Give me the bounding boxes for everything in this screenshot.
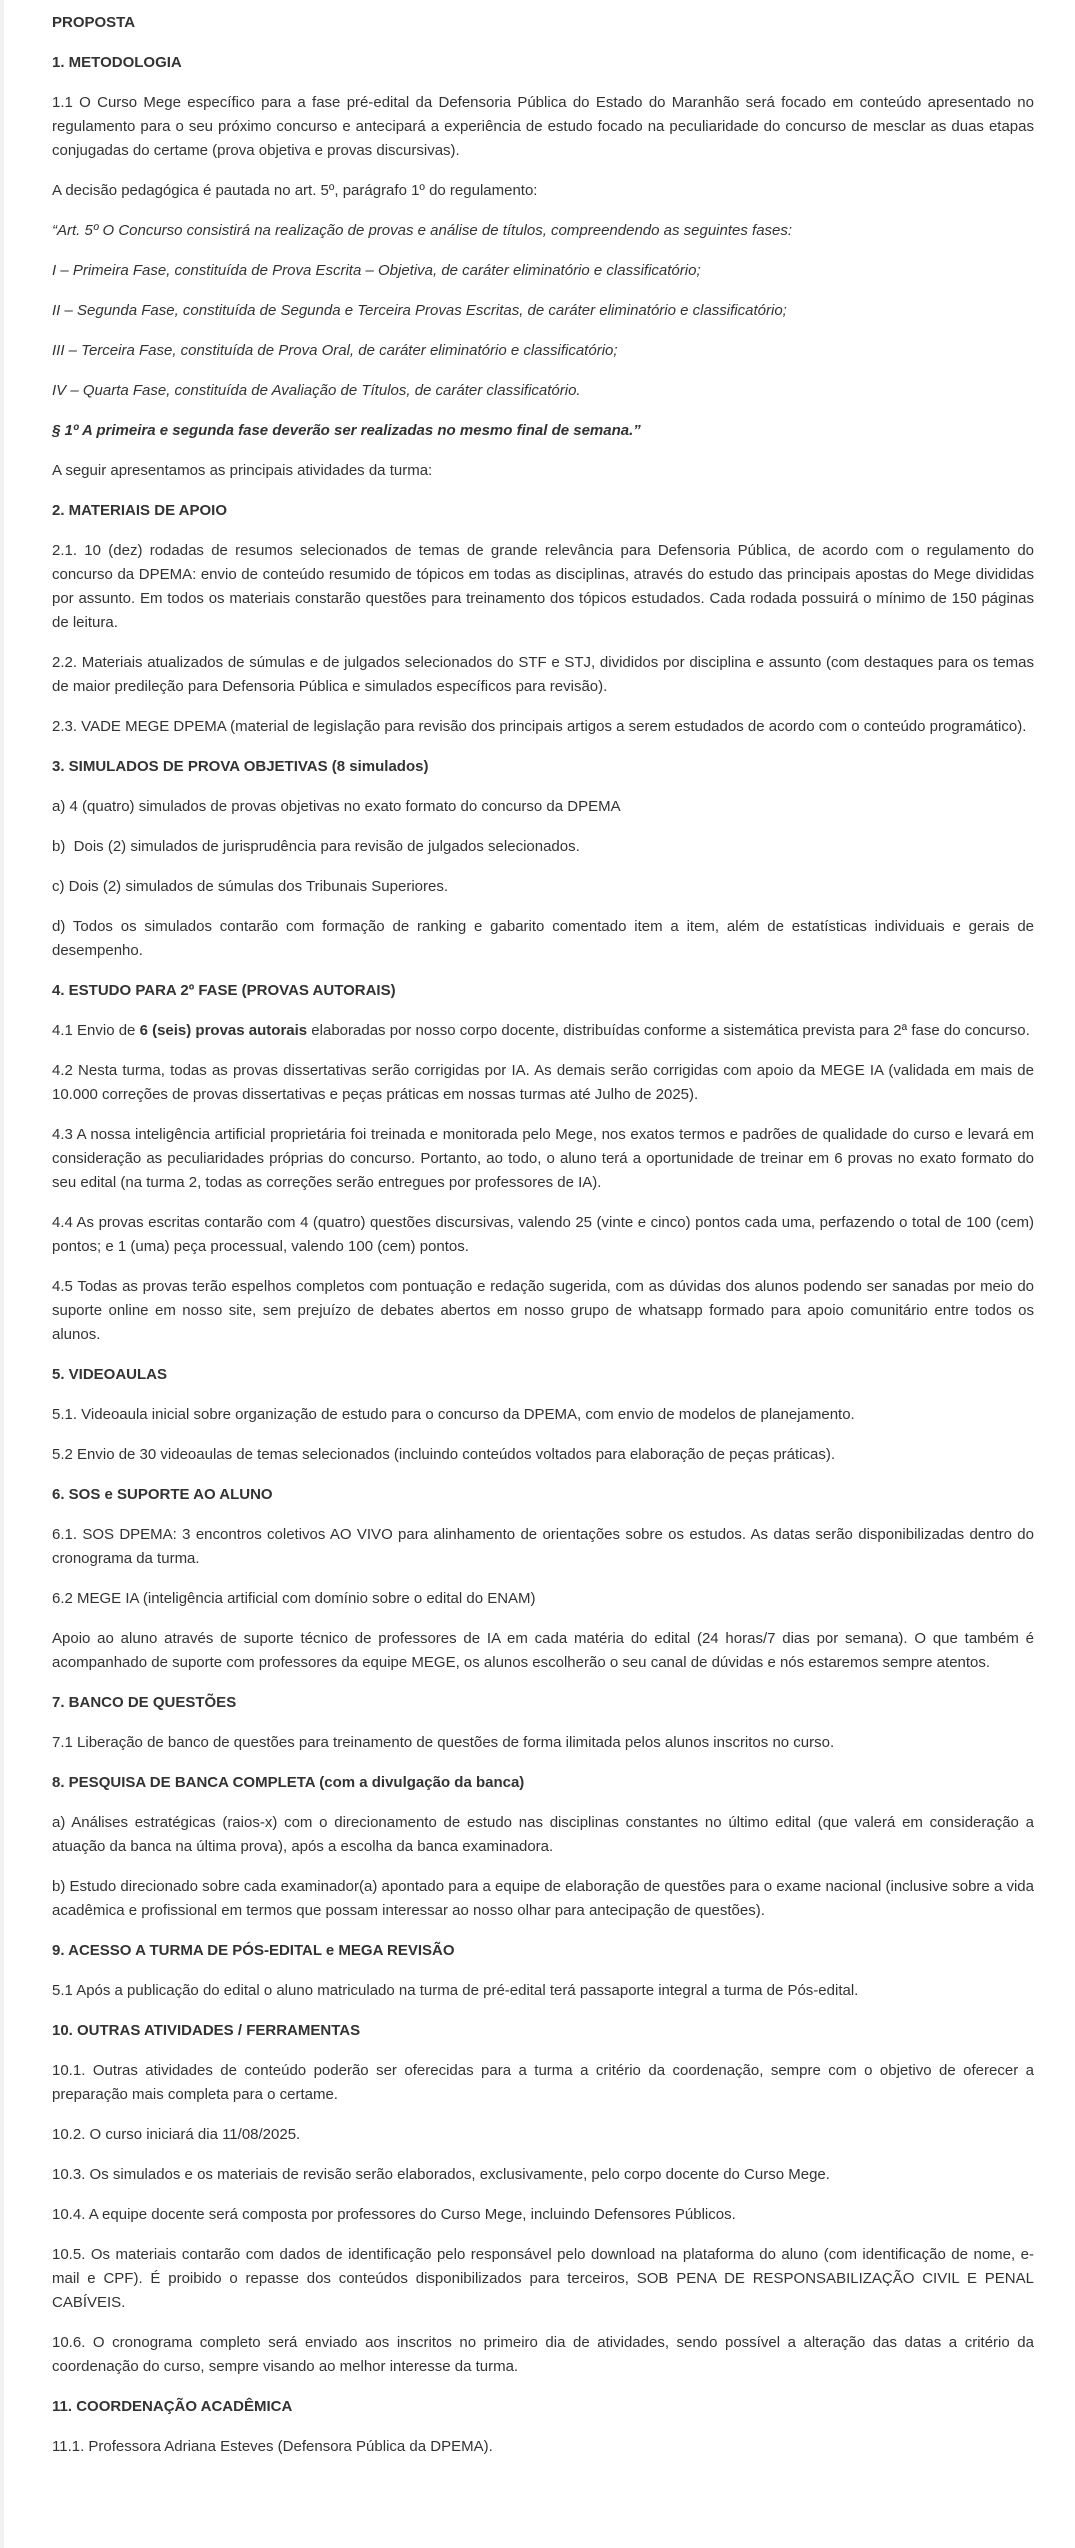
section-heading-banco-questoes: 7. BANCO DE QUESTÕES bbox=[52, 1694, 237, 1711]
item-3-b: b) Dois (2) simulados de jurisprudência para revisão de julgados selecionados. bbox=[52, 838, 580, 855]
paragraph-apoio: Apoio ao aluno através de suporte técnico de professores de IA em cada matéria do edital (24 horas/7 dias por semana). O que também é acompanhado de suporte com professores da equipe MEGE, os alunos escolherão o seu canal de dúvidas e nós estaremos sempre atentos. bbox=[52, 1630, 1034, 1671]
item-3-a: a) 4 (quatro) simulados de provas objetivas no exato formato do concurso da DPEMA bbox=[52, 798, 621, 815]
paragraph-5-2: 5.2 Envio de 30 videoaulas de temas selecionados (incluindo conteúdos voltados para elaboração de peças práticas). bbox=[52, 1446, 836, 1463]
quote-fase-iii: III – Terceira Fase, constituída de Prova Oral, de caráter eliminatório e classificatório; bbox=[52, 342, 618, 359]
quote-fase-ii: II – Segunda Fase, constituída de Segunda e Terceira Provas Escritas, de caráter eliminatório e classificatório; bbox=[52, 302, 787, 319]
item-3-c: c) Dois (2) simulados de súmulas dos Tribunais Superiores. bbox=[52, 878, 448, 895]
quote-fase-i: I – Primeira Fase, constituída de Prova Escrita – Objetiva, de caráter eliminatório e classificatório; bbox=[52, 262, 701, 279]
item-8-a: a) Análises estratégicas (raios-x) com o direcionamento de estudo nas disciplinas constantes no último edital (que valerá em consideração a atuação da banca na última prova), após a escolha da banca examinadora. bbox=[52, 1814, 1034, 1855]
section-heading-sos-suporte: 6. SOS e SUPORTE AO ALUNO bbox=[52, 1486, 273, 1503]
paragraph-4-1-end: elaboradas por nosso corpo docente, distribuídas conforme a sistemática prevista para 2ª fase do concurso. bbox=[307, 1022, 1030, 1039]
section-heading-metodologia: 1. METODOLOGIA bbox=[52, 54, 182, 71]
paragraph-a-seguir: A seguir apresentamos as principais atividades da turma: bbox=[52, 462, 433, 479]
document-body bbox=[52, 11, 1034, 2475]
paragraph-4-3: 4.3 A nossa inteligência artificial proprietária foi treinada e monitorada pelo Mege, nos exatos termos e padrões de qualidade do curso e levará em consideração as peculiaridades próprias do concurso. Portanto, ao todo, o aluno terá a oportunidade de treinar em 6 provas no exato formato do seu edital (na turma 2, todas as correções serão entregues por professores de IA). bbox=[52, 1126, 1034, 1191]
paragraph-9-5-1: 5.1 Após a publicação do edital o aluno matriculado na turma de pré-edital terá passaporte integral a turma de Pós-edital. bbox=[52, 1982, 859, 1999]
paragraph-decisao: A decisão pedagógica é pautada no art. 5º, parágrafo 1º do regulamento: bbox=[52, 182, 538, 199]
section-heading-estudo-2-fase: 4. ESTUDO PARA 2º FASE (PROVAS AUTORAIS) bbox=[52, 982, 396, 999]
paragraph-5-1: 5.1. Videoaula inicial sobre organização de estudo para o concurso da DPEMA, com envio de modelos de planejamento. bbox=[52, 1406, 855, 1423]
document-title: PROPOSTA bbox=[52, 14, 136, 31]
paragraph-4-4: 4.4 As provas escritas contarão com 4 (quatro) questões discursivas, valendo 25 (vinte e cinco) pontos cada uma, perfazendo o total de 100 (cem) pontos; e 1 (uma) peça processual, valendo 100 (cem) pontos. bbox=[52, 1214, 1034, 1255]
section-heading-videoaulas: 5. VIDEOAULAS bbox=[52, 1366, 168, 1383]
paragraph-10-4: 10.4. A equipe docente será composta por professores do Curso Mege, incluindo Defensores Públicos. bbox=[52, 2206, 736, 2223]
section-heading-coordenacao: 11. COORDENAÇÃO ACADÊMICA bbox=[52, 2398, 293, 2415]
paragraph-2-1: 2.1. 10 (dez) rodadas de resumos selecionados de temas de grande relevância para Defensoria Pública, de acordo com o regulamento do concurso da DPEMA: envio de conteúdo resumido de tópicos em todas as disciplinas, através do estudo das principais apostas do Mege divididas por assunto. Em todos os materiais constarão questões para treinamento dos tópicos estudados. Cada rodada possuirá o mínimo de 150 páginas de leitura. bbox=[52, 542, 1034, 631]
paragraph-4-1 bbox=[52, 1019, 1034, 1043]
paragraph-6-1: 6.1. SOS DPEMA: 3 encontros coletivos AO VIVO para alinhamento de orientações sobre os estudos. As datas serão disponibilizadas dentro do cronograma da turma. bbox=[52, 1526, 1034, 1567]
section-heading-outras-atividades: 10. OUTRAS ATIVIDADES / FERRAMENTAS bbox=[52, 2022, 361, 2039]
item-3-d: d) Todos os simulados contarão com formação de ranking e gabarito comentado item a item, além de estatísticas individuais e gerais de desempenho. bbox=[52, 918, 1034, 959]
quote-art-5: “Art. 5º O Concurso consistirá na realização de provas e análise de títulos, compreendendo as seguintes fases: bbox=[52, 222, 793, 239]
section-heading-materiais: 2. MATERIAIS DE APOIO bbox=[52, 502, 228, 519]
paragraph-10-1: 10.1. Outras atividades de conteúdo poderão ser oferecidas para a turma a critério da coordenação, sempre com o objetivo de oferecer a preparação mais completa para o certame. bbox=[52, 2062, 1034, 2103]
paragraph-2-3: 2.3. VADE MEGE DPEMA (material de legislação para revisão dos principais artigos a serem estudados de acordo com o conteúdo programático). bbox=[52, 718, 1027, 735]
left-border-strip bbox=[0, 0, 4, 2548]
paragraph-4-1-start: 4.1 Envio de bbox=[52, 1022, 140, 1039]
paragraph-2-2: 2.2. Materiais atualizados de súmulas e de julgados selecionados do STF e STJ, divididos por disciplina e assunto (com destaques para os temas de maior predileção para Defensoria Pública e simulados específicos para revisão). bbox=[52, 654, 1034, 695]
paragraph-10-5: 10.5. Os materiais contarão com dados de identificação pelo responsável pelo download na plataforma do aluno (com identificação de nome, e-mail e CPF). É proibido o repasse dos conteúdos disponibilizados para terceiros, SOB PENA DE RESPONSABILIZAÇÃO CIVIL E PENAL CABÍVEIS. bbox=[52, 2246, 1034, 2311]
paragraph-7-1: 7.1 Liberação de banco de questões para treinamento de questões de forma ilimitada pelos alunos inscritos no curso. bbox=[52, 1734, 835, 1751]
section-heading-pesquisa-banca: 8. PESQUISA DE BANCA COMPLETA (com a divulgação da banca) bbox=[52, 1774, 525, 1791]
section-heading-acesso-pos-edital: 9. ACESSO A TURMA DE PÓS-EDITAL e MEGA REVISÃO bbox=[52, 1942, 455, 1959]
paragraph-10-6: 10.6. O cronograma completo será enviado aos inscritos no primeiro dia de atividades, sendo possível a alteração das datas a critério da coordenação do curso, sempre visando ao melhor interesse da turma. bbox=[52, 2334, 1034, 2375]
paragraph-11-1: 11.1. Professora Adriana Esteves (Defensora Pública da DPEMA). bbox=[52, 2438, 493, 2455]
paragraph-10-2: 10.2. O curso iniciará dia 11/08/2025. bbox=[52, 2126, 301, 2143]
paragraph-1-1: 1.1 O Curso Mege específico para a fase pré-edital da Defensoria Pública do Estado do Maranhão será focado em conteúdo apresentado no regulamento para o seu próximo concurso e antecipará a experiência de estudo focado na peculiaridade do concurso de mesclar as duas etapas conjugadas do certame (prova objetiva e provas discursivas). bbox=[52, 94, 1034, 159]
item-8-b: b) Estudo direcionado sobre cada examinador(a) apontado para a equipe de elaboração de questões para o exame nacional (inclusive sobre a vida acadêmica e profissional em termos que possam interessar ao nosso olhar para antecipação de questões). bbox=[52, 1878, 1034, 1919]
paragraph-4-5: 4.5 Todas as provas terão espelhos completos com pontuação e redação sugerida, com as dúvidas dos alunos podendo ser sanadas por meio do suporte online em nosso site, sem prejuízo de debates abertos em nosso grupo de whatsapp formado para apoio comunitário entre todos os alunos. bbox=[52, 1278, 1034, 1343]
quote-fase-iv: IV – Quarta Fase, constituída de Avaliação de Títulos, de caráter classificatório. bbox=[52, 382, 581, 399]
paragraph-4-2: 4.2 Nesta turma, todas as provas dissertativas serão corrigidas por IA. As demais serão corrigidas com apoio da MEGE IA (validada em mais de 10.000 correções de provas dissertativas e peças práticas em nossas turmas até Julho de 2025). bbox=[52, 1062, 1034, 1103]
paragraph-10-3: 10.3. Os simulados e os materiais de revisão serão elaborados, exclusivamente, pelo corpo docente do Curso Mege. bbox=[52, 2166, 830, 2183]
paragraph-6-2: 6.2 MEGE IA (inteligência artificial com domínio sobre o edital do ENAM) bbox=[52, 1590, 536, 1607]
section-heading-simulados: 3. SIMULADOS DE PROVA OBJETIVAS (8 simulados) bbox=[52, 758, 429, 775]
quote-paragrafo-1: § 1º A primeira e segunda fase deverão ser realizadas no mesmo final de semana.” bbox=[52, 422, 641, 439]
paragraph-4-1-bold: 6 (seis) provas autorais bbox=[139, 1022, 308, 1039]
